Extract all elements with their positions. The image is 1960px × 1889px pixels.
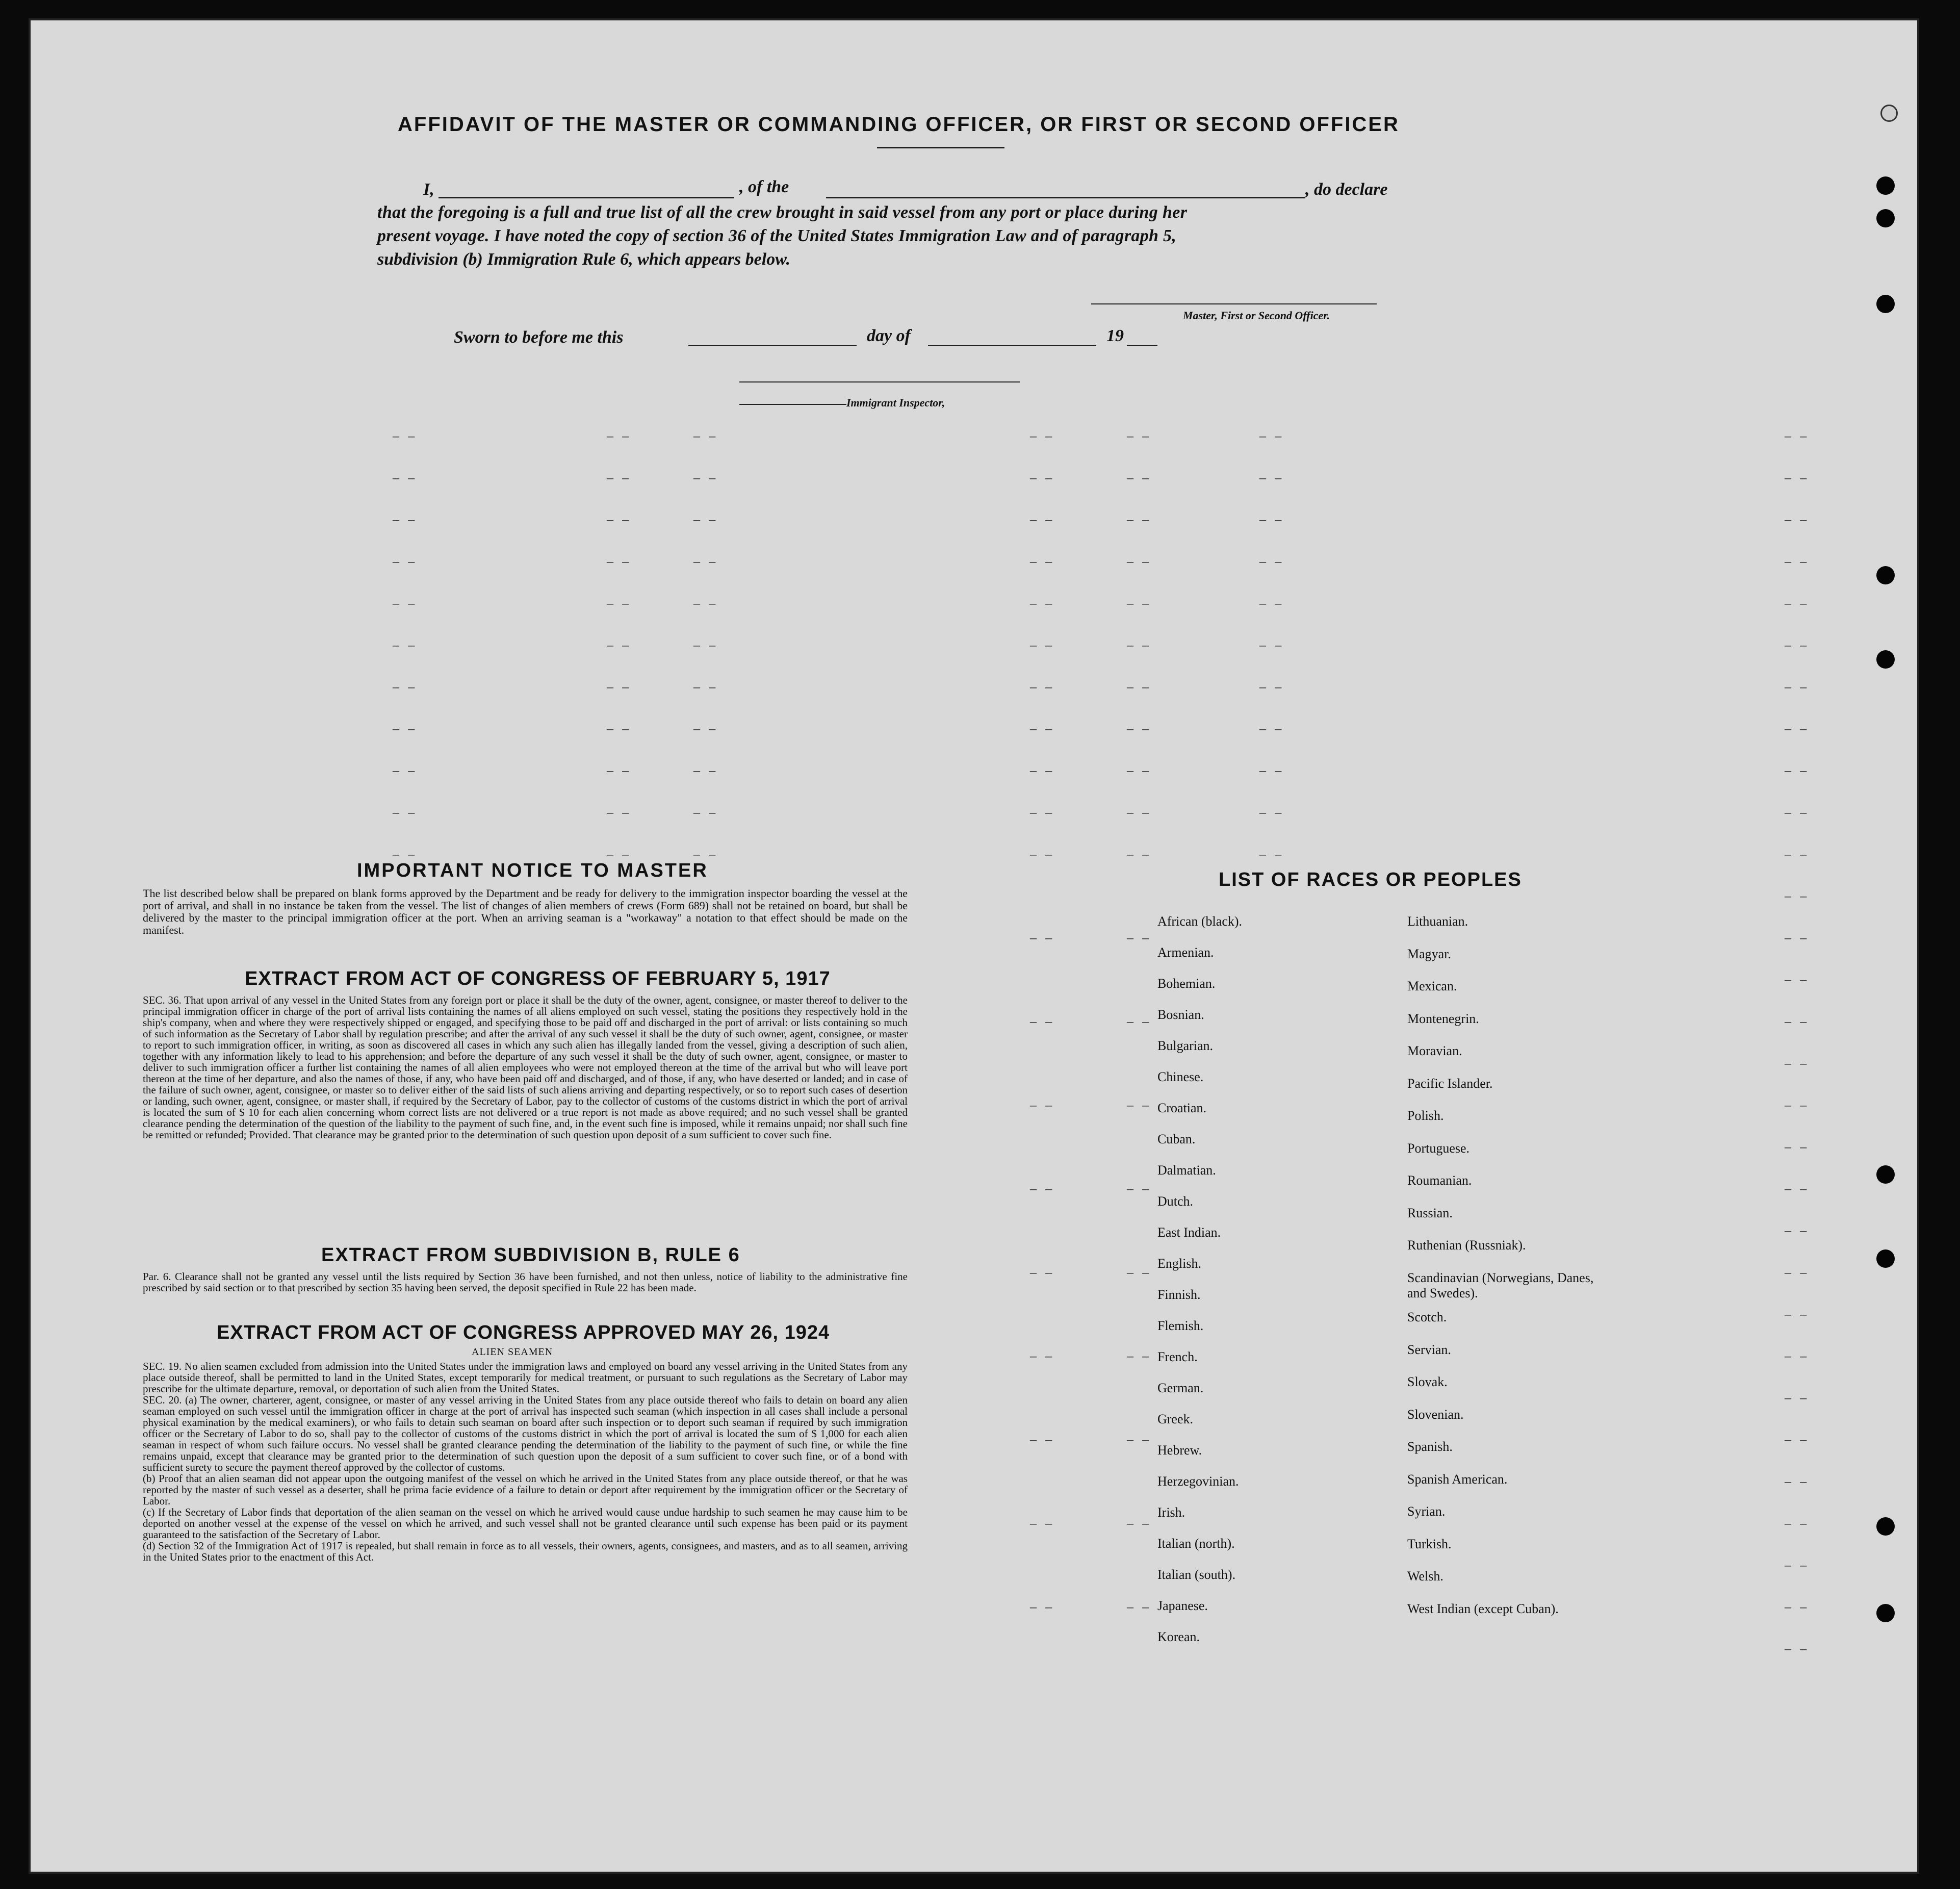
binder-hole-icon <box>1876 209 1895 227</box>
binder-hole-icon <box>1876 650 1895 669</box>
affidavit-title: AFFIDAVIT OF THE MASTER OR COMMANDING OFFICER, OR FIRST OR SECOND OFFICER <box>398 113 1400 136</box>
race-item: Greek. <box>1157 1412 1194 1426</box>
ruling-dash: – – <box>1127 679 1152 694</box>
ruling-dash: – – <box>607 721 632 736</box>
race-item: Bosnian. <box>1157 1007 1204 1022</box>
race-item: Irish. <box>1157 1505 1185 1520</box>
binder-hole-icon <box>1876 176 1895 195</box>
ruling-dash: – – <box>1785 554 1810 569</box>
ruling-dash: – – <box>693 805 719 820</box>
sworn-label: Sworn to before me this <box>454 328 624 347</box>
ruling-dash: – – <box>607 554 632 569</box>
race-item: Magyar. <box>1407 946 1451 961</box>
ruling-dash: – – <box>1030 1014 1055 1029</box>
ruling-dash: – – <box>1259 847 1285 861</box>
race-item: Dutch. <box>1157 1194 1194 1209</box>
ruling-dash: – – <box>607 763 632 778</box>
race-item: Croatian. <box>1157 1101 1207 1115</box>
ruling-dash: – – <box>693 847 719 861</box>
ruling-dash: – – <box>607 596 632 610</box>
race-item: German. <box>1157 1381 1204 1395</box>
extract-rule6-text: Par. 6. Clearance shall not be granted any vessel until the lists required by Section 36 have been furnished, and not then unless, notice of liability to the administrative fine prescribed by said section or to that prescribed by section 35 having been served, the deposit specified in Rule 22 has been made. <box>143 1270 908 1294</box>
race-item: Armenian. <box>1157 945 1214 960</box>
inspector-caption-rule <box>739 404 846 405</box>
ruling-dash: – – <box>1259 554 1285 569</box>
ruling-dash: – – <box>1127 1097 1152 1112</box>
race-item: Cuban. <box>1157 1132 1196 1146</box>
year-label: 19 <box>1106 326 1124 345</box>
inspector-caption: Immigrant Inspector, <box>846 396 945 409</box>
ruling-dash: – – <box>1030 847 1055 861</box>
binder-hole-icon <box>1880 105 1898 122</box>
race-item: Chinese. <box>1157 1069 1204 1084</box>
ruling-dash: – – <box>693 512 719 527</box>
binder-hole-icon <box>1876 1165 1895 1184</box>
ruling-dash: – – <box>1785 888 1810 903</box>
notice-text: The list described below shall be prepared on blank forms approved by the Department and be ready for delivery to the immigration inspector boarding the vessel at the port of arrival, and shall in no instance be taken from the vessel. The list of changes of alien members of crews (Form 689) shall not be retained on board, but shall be delivered by the master to the principal immigration officer at the port. When an arriving seaman is a "workaway" a notation to that effect should be made on the manifest. <box>143 887 908 936</box>
ruling-dash: – – <box>607 428 632 443</box>
race-item: Flemish. <box>1157 1318 1204 1333</box>
ruling-dash: – – <box>393 428 418 443</box>
race-item: Servian. <box>1407 1342 1451 1357</box>
race-item: Hebrew. <box>1157 1443 1202 1458</box>
race-item: Scandinavian (Norwegians, Danes, and Swedes). <box>1407 1270 1594 1300</box>
race-item: Italian (south). <box>1157 1567 1236 1582</box>
race-item: East Indian. <box>1157 1225 1221 1240</box>
ruling-dash: – – <box>393 596 418 610</box>
ruling-dash: – – <box>1127 805 1152 820</box>
ruling-dash: – – <box>1259 470 1285 485</box>
ruling-dash: – – <box>1785 1181 1810 1196</box>
ruling-dash: – – <box>693 428 719 443</box>
ruling-dash: – – <box>693 721 719 736</box>
race-item: Finnish. <box>1157 1287 1201 1302</box>
binder-hole-icon <box>1876 295 1895 313</box>
ruling-dash: – – <box>1030 512 1055 527</box>
do-declare-label: , do declare <box>1305 180 1388 199</box>
ruling-dash: – – <box>1030 1516 1055 1530</box>
ruling-dash: – – <box>1785 1599 1810 1614</box>
ruling-dash: – – <box>1785 1265 1810 1280</box>
ruling-dash: – – <box>1030 428 1055 443</box>
ruling-dash: – – <box>1127 470 1152 485</box>
race-item: Lithuanian. <box>1407 914 1468 929</box>
ruling-dash: – – <box>1785 1223 1810 1238</box>
ruling-dash: – – <box>1127 1516 1152 1530</box>
ruling-dash: – – <box>1259 679 1285 694</box>
ruling-dash: – – <box>1785 1014 1810 1029</box>
ruling-dash: – – <box>693 554 719 569</box>
ruling-dash: – – <box>1127 1432 1152 1447</box>
ruling-dash: – – <box>1127 1014 1152 1029</box>
sworn-day-blank[interactable] <box>688 345 857 346</box>
race-item: Moravian. <box>1407 1043 1462 1058</box>
ruling-dash: – – <box>1785 805 1810 820</box>
race-item: Slovak. <box>1407 1374 1448 1389</box>
ruling-dash: – – <box>1785 1097 1810 1112</box>
ruling-dash: – – <box>1785 1307 1810 1321</box>
i-label: I, <box>423 180 434 199</box>
ruling-dash: – – <box>1127 1181 1152 1196</box>
ruling-dash: – – <box>693 470 719 485</box>
ruling-dash: – – <box>1259 805 1285 820</box>
ruling-dash: – – <box>1785 1139 1810 1154</box>
race-item: Dalmatian. <box>1157 1163 1216 1178</box>
ruling-dash: – – <box>1785 763 1810 778</box>
ruling-dash: – – <box>1030 930 1055 945</box>
ruling-dash: – – <box>1785 1348 1810 1363</box>
ruling-dash: – – <box>1127 930 1152 945</box>
race-item: Bulgarian. <box>1157 1038 1214 1053</box>
race-item: Korean. <box>1157 1629 1200 1644</box>
ruling-dash: – – <box>1127 637 1152 652</box>
race-item: Montenegrin. <box>1407 1011 1479 1026</box>
sec-20b-paragraph: (b) Proof that an alien seaman did not appear upon the outgoing manifest of the vessel on which he arrived in the United States from any place outside thereof, or that he was reported by the master of such vessel as a deserter, shall be prima facie evidence of a failure to detain or deport after requirement by the immigration officer or the Secretary of Labor. <box>143 1472 908 1507</box>
extract-1924-subtitle: ALIEN SEAMEN <box>472 1346 553 1358</box>
race-item: Syrian. <box>1407 1504 1446 1519</box>
race-item: Spanish American. <box>1407 1471 1508 1487</box>
ruling-dash: – – <box>607 805 632 820</box>
ruling-dash: – – <box>1785 847 1810 861</box>
sec-20a-paragraph: SEC. 20. (a) The owner, charterer, agent, consignee, or master of any vessel arriving in the United States from any place outside thereof who fails to detain on board any alien seaman employed on such vessel until the immigration officer in charge at the port of arrival has inspected such seaman (which inspection in all cases shall include a personal physical examination by the medical examiners), or who fails to detain such seaman on board after such inspection or to deport such seaman if required by such immigration officer or the Secretary of Labor to do so, shall pay to the collector of customs of the customs district in which the port of arrival is located the sum of $ 1,000 for each alien seaman in respect of whom such failure occurs. No vessel shall be granted clearance pending the determination of the liability to the payment of such fine, or while the fine remains unpaid, except that clearance may be granted prior to the determination of such question upon the deposit of a sum sufficient to cover such fine, or of a bond with sufficient surety to secure the payment thereof approved by the collector of customs. <box>143 1394 908 1473</box>
ruling-dash: – – <box>1785 679 1810 694</box>
extract-1924-text <box>143 1361 908 1563</box>
ruling-dash: – – <box>1259 721 1285 736</box>
ruling-dash: – – <box>607 847 632 861</box>
ruling-dash: – – <box>1030 637 1055 652</box>
ruling-dash: – – <box>1030 679 1055 694</box>
ruling-dash: – – <box>607 470 632 485</box>
ruling-dash: – – <box>1259 428 1285 443</box>
ruling-dash: – – <box>393 763 418 778</box>
extract-rule6-title: EXTRACT FROM SUBDIVISION B, RULE 6 <box>321 1244 740 1266</box>
race-item: West Indian (except Cuban). <box>1407 1601 1559 1616</box>
ruling-dash: – – <box>1785 1641 1810 1656</box>
ruling-dash: – – <box>1030 470 1055 485</box>
ruling-dash: – – <box>393 512 418 527</box>
binder-hole-icon <box>1876 1517 1895 1536</box>
ruling-dash: – – <box>1785 972 1810 987</box>
race-item: Italian (north). <box>1157 1536 1235 1551</box>
sworn-month-blank[interactable] <box>928 345 1096 346</box>
ruling-dash: – – <box>393 805 418 820</box>
ruling-dash: – – <box>1785 428 1810 443</box>
ruling-dash: – – <box>393 554 418 569</box>
race-item: English. <box>1157 1256 1201 1271</box>
ruling-dash: – – <box>1127 512 1152 527</box>
ruling-dash: – – <box>1785 470 1810 485</box>
ruling-dash: – – <box>1127 596 1152 610</box>
ruling-dash: – – <box>693 763 719 778</box>
race-item: Herzegovinian. <box>1157 1474 1239 1489</box>
ruling-dash: – – <box>607 637 632 652</box>
ruling-dash: – – <box>1785 721 1810 736</box>
races-title: LIST OF RACES OR PEOPLES <box>1219 869 1522 890</box>
declaration-line-3: subdivision (b) Immigration Rule 6, which appears below. <box>377 250 791 269</box>
race-item: African (black). <box>1157 914 1243 929</box>
master-caption: Master, First or Second Officer. <box>1183 309 1330 322</box>
sec-19-paragraph: SEC. 19. No alien seamen excluded from admission into the United States under the immigration laws and employed on board any vessel arriving in the United States from any place outside thereof, shall be permitted to land in the United States, except temporarily for medical treatment, or pursuant to such regulations as the Secretary of Labor may prescribe for the ultimate departure, removal, or deportation of such alien from the United States. <box>143 1360 908 1395</box>
ruling-dash: – – <box>1127 763 1152 778</box>
race-item: Scotch. <box>1407 1310 1447 1324</box>
race-item: Japanese. <box>1157 1598 1208 1613</box>
race-item: Polish. <box>1407 1108 1444 1123</box>
ruling-dash: – – <box>1127 428 1152 443</box>
binder-hole-icon <box>1876 1249 1895 1268</box>
day-of-label: day of <box>867 326 911 345</box>
ruling-dash: – – <box>1127 721 1152 736</box>
ruling-dash: – – <box>393 637 418 652</box>
ruling-dash: – – <box>1785 1056 1810 1070</box>
form-page <box>31 20 1917 1872</box>
sworn-year-blank[interactable] <box>1127 345 1157 346</box>
ruling-dash: – – <box>1785 596 1810 610</box>
ruling-dash: – – <box>1785 1516 1810 1530</box>
ruling-dash: – – <box>1785 1558 1810 1572</box>
ruling-dash: – – <box>1030 1265 1055 1280</box>
ruling-dash: – – <box>1030 596 1055 610</box>
ruling-dash: – – <box>393 847 418 861</box>
ruling-dash: – – <box>1127 1348 1152 1363</box>
ruling-dash: – – <box>1785 512 1810 527</box>
race-item: Roumanian. <box>1407 1173 1472 1188</box>
race-item: Slovenian. <box>1407 1407 1464 1422</box>
declaration-line-1: that the foregoing is a full and true list of all the crew brought in said vessel from any port or place during her <box>377 203 1188 222</box>
vessel-blank[interactable] <box>826 197 1305 198</box>
ruling-dash: – – <box>1785 1390 1810 1405</box>
sec-20c-paragraph: (c) If the Secretary of Labor finds that deportation of the alien seaman on the vessel on which he arrived would cause undue hardship to such seamen he may cause him to be deported on another vessel at the expense of the vessel on which he arrived, and such vessel shall not be granted clearance until such expense has been paid or its payment guaranteed to the satisfaction of the Secretary of Labor. <box>143 1506 908 1541</box>
ruling-dash: – – <box>607 512 632 527</box>
ruling-dash: – – <box>693 679 719 694</box>
race-item: Welsh. <box>1407 1569 1443 1584</box>
ruling-dash: – – <box>1259 637 1285 652</box>
race-item: Pacific Islander. <box>1407 1076 1493 1091</box>
binder-hole-icon <box>1876 566 1895 584</box>
of-the-label: , of the <box>739 177 789 196</box>
race-item: French. <box>1157 1349 1198 1364</box>
title-underline <box>877 147 1004 148</box>
ruling-dash: – – <box>1785 637 1810 652</box>
ruling-dash: – – <box>1030 1097 1055 1112</box>
binder-hole-icon <box>1876 1604 1895 1622</box>
ruling-dash: – – <box>1030 805 1055 820</box>
sec-20d-paragraph: (d) Section 32 of the Immigration Act of 1917 is repealed, but shall remain in force as to all vessels, their owners, agents, consignees, and masters, and as to all seamen, arriving in the United States prior to the enactment of this Act. <box>143 1540 908 1563</box>
race-item: Turkish. <box>1407 1536 1452 1551</box>
ruling-dash: – – <box>1030 1348 1055 1363</box>
race-item: Spanish. <box>1407 1439 1453 1454</box>
ruling-dash: – – <box>1030 1181 1055 1196</box>
ruling-dash: – – <box>607 679 632 694</box>
race-item: Ruthenian (Russniak). <box>1407 1238 1526 1253</box>
ruling-dash: – – <box>693 596 719 610</box>
ruling-dash: – – <box>1030 554 1055 569</box>
name-blank[interactable] <box>439 197 734 198</box>
declaration-line-2: present voyage. I have noted the copy of section 36 of the United States Immigration Law and of paragraph 5, <box>377 226 1177 245</box>
master-signature-blank[interactable] <box>1091 303 1377 304</box>
race-item: Mexican. <box>1407 979 1457 993</box>
ruling-dash: – – <box>1127 1599 1152 1614</box>
ruling-dash: – – <box>1030 721 1055 736</box>
extract-1917-text: SEC. 36. That upon arrival of any vessel in the United States from any foreign port or place it shall be the duty of the owner, agent, consignee, or master thereof to deliver to the principal immigration officer in charge of the port of arrival lists containing the names of all aliens employed on such vessel, stating the positions they respectively hold in the ship's company, when and where they were respectively shipped or engaged, and specifying those to be paid off and discharged in the port of arrival: or lists containing so much of such information as the Secretary of Labor shall by regulation prescribe; and after the arrival of any such vessel it shall be the duty of such owner, agent, consignee, or master to report to such immigration officer, in writing, as soon as discovered all cases in which any such alien has illegally landed from the vessel, giving a description of such alien, together with any information likely to lead to his apprehension; and before the departure of any such vessel it shall be the duty of such owner, agent, consignee, or master to deliver to such immigration officer a further list containing the names of all alien employees who were not employed thereon at the time of the arrival but who will leave port thereon at the time of her departure, and also the names of those, if any, who have been paid off and discharged, and of those, if any, who have deserted or landed; and in case of the failure of such owner, agent, consignee, or master so to deliver either of the said lists of such aliens arriving and departing respectively, or so to report such cases of desertion or landing, such owner, agent, consignee, or master shall, if required by the Secretary of Labor, pay to the collector of customs of the customs district in which the port of arrival is located the sum of $ 10 for each alien concerning whom correct lists are not delivered or a true report is not made as above required; and no such vessel shall be granted clearance pending the determination of the question of the liability to the payment of such fine, and, in the event such fine is imposed, while it remains unpaid; nor shall such fine be remitted or refunded; Provided. That clearance may be granted prior to the determination of such question upon deposit of a sum sufficient to cover such fine. <box>143 994 908 1141</box>
ruling-dash: – – <box>393 470 418 485</box>
ruling-dash: – – <box>1259 512 1285 527</box>
race-item: Bohemian. <box>1157 976 1216 991</box>
ruling-dash: – – <box>1259 763 1285 778</box>
ruling-dash: – – <box>1030 763 1055 778</box>
ruling-dash: – – <box>1259 596 1285 610</box>
ruling-dash: – – <box>1785 930 1810 945</box>
ruling-dash: – – <box>1127 847 1152 861</box>
ruling-dash: – – <box>393 679 418 694</box>
inspector-signature-blank[interactable] <box>739 381 1020 382</box>
race-item: Portuguese. <box>1407 1140 1470 1156</box>
ruling-dash: – – <box>1127 554 1152 569</box>
notice-title: IMPORTANT NOTICE TO MASTER <box>357 860 708 881</box>
extract-1917-title: EXTRACT FROM ACT OF CONGRESS OF FEBRUARY 5, 1917 <box>245 968 831 989</box>
ruling-dash: – – <box>693 637 719 652</box>
ruling-dash: – – <box>1785 1474 1810 1489</box>
race-item: Russian. <box>1407 1205 1453 1220</box>
ruling-dash: – – <box>1030 1432 1055 1447</box>
ruling-dash: – – <box>1127 1265 1152 1280</box>
ruling-dash: – – <box>1030 1599 1055 1614</box>
extract-1924-title: EXTRACT FROM ACT OF CONGRESS APPROVED MAY 26, 1924 <box>217 1322 830 1343</box>
ruling-dash: – – <box>393 721 418 736</box>
ruling-dash: – – <box>1785 1432 1810 1447</box>
